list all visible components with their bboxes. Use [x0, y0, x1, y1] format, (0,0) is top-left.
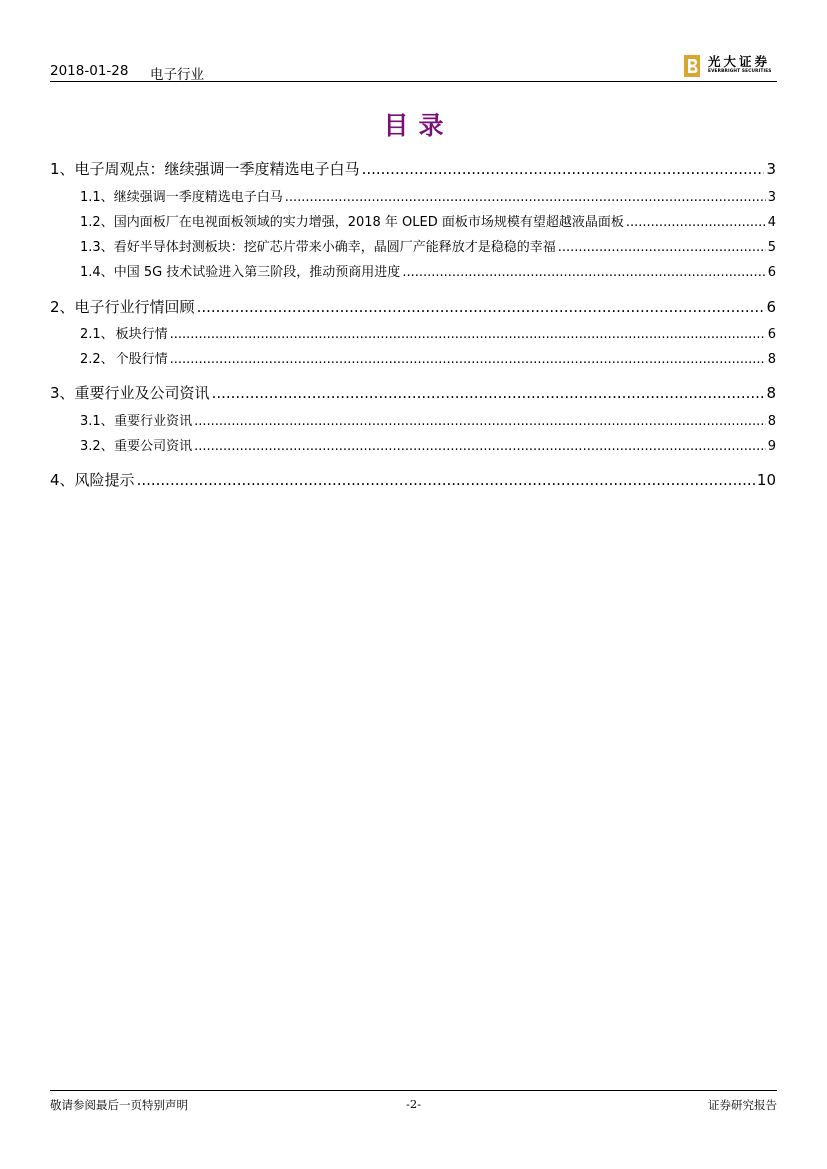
toc-entry-number: 2.1、	[80, 327, 114, 342]
toc-entry-number: 1.2、	[80, 215, 114, 230]
toc-entry-title: 重要公司资讯	[114, 439, 193, 454]
toc-entry-title: 重要行业资讯	[114, 414, 193, 429]
footer-disclaimer: 敬请参阅最后一页特别声明	[50, 1098, 188, 1112]
toc-leader-dots	[362, 160, 765, 178]
toc-entry-title: 继续强调一季度精选电子白马	[113, 190, 283, 205]
toc-entry-page: 6	[766, 298, 776, 316]
toc-entry-page: 8	[767, 352, 776, 367]
toc-entry[interactable]	[50, 323, 776, 341]
toc-entry-title: 重要行业及公司资讯	[74, 384, 210, 402]
toc-entry-number: 1.4、	[80, 265, 114, 280]
footer-page-number: -2-	[405, 1097, 422, 1111]
toc-entry-page: 10	[756, 471, 776, 489]
toc-entry-number: 2、	[50, 298, 75, 316]
toc-entry-title: 电子行业行情回顾	[74, 298, 195, 316]
toc-entry[interactable]	[50, 158, 776, 178]
toc-entry-page: 8	[767, 414, 776, 429]
toc-leader-dots	[197, 298, 765, 316]
logo-english-text: EVERBRIGHT SECURITIES	[708, 69, 772, 74]
report-sector: 电子行业	[150, 67, 204, 83]
toc-entry-number: 3.2、	[80, 439, 114, 454]
toc-leader-dots	[626, 215, 766, 230]
toc-entry-number: 2.2、	[80, 352, 114, 367]
header-divider	[50, 81, 777, 82]
toc-leader-dots	[285, 190, 766, 205]
toc-entry[interactable]	[50, 261, 776, 279]
toc-title: 目录	[383, 111, 454, 140]
toc-entry-page: 9	[767, 439, 776, 454]
toc-entry-title: 中国 5G 技术试验进入第三阶段，推动预商用进度	[113, 265, 401, 280]
toc-entry[interactable]	[50, 211, 776, 229]
toc-entry[interactable]	[50, 186, 776, 204]
toc-entry-title: 个股行情	[115, 352, 168, 367]
toc-leader-dots	[194, 439, 766, 454]
toc-entry-page: 8	[766, 384, 776, 402]
toc-entry-page: 4	[767, 215, 776, 230]
toc-entry-number: 3.1、	[80, 414, 114, 429]
logo-chinese-text: 光大证券	[708, 54, 771, 69]
toc-leader-dots	[170, 327, 766, 342]
toc-entry[interactable]	[50, 236, 776, 254]
toc-leader-dots	[402, 265, 765, 280]
toc-entry-title: 国内面板厂在电视面板领域的实力增强，2018 年 OLED 面板市场规模有望超越液晶面板	[113, 215, 624, 230]
footer-report-type: 证券研究报告	[708, 1098, 777, 1112]
toc-leader-dots	[170, 352, 766, 367]
toc-entry-page: 6	[767, 327, 776, 342]
everbright-logo-icon	[684, 55, 700, 77]
toc-entry-number: 1.3、	[80, 240, 114, 255]
toc-entry-title: 看好半导体封测板块：挖矿芯片带来小确幸，晶圆厂产能释放才是稳稳的幸福	[113, 240, 556, 255]
toc-entry-number: 3、	[50, 384, 75, 402]
toc-entry-number: 1.1、	[80, 190, 114, 205]
toc-entry-title: 电子周观点：继续强调一季度精选电子白马	[74, 160, 360, 178]
toc-entry[interactable]	[50, 382, 776, 402]
toc-entry[interactable]	[50, 410, 776, 428]
toc-entry-page: 3	[766, 160, 776, 178]
toc-entry-number: 1、	[50, 160, 75, 178]
toc-entry-title: 板块行情	[115, 327, 168, 342]
toc-entry-page: 5	[767, 240, 776, 255]
report-date: 2018-01-28	[50, 63, 129, 79]
toc-entry-page: 3	[767, 190, 776, 205]
toc-leader-dots	[194, 414, 766, 429]
toc-entry[interactable]	[50, 469, 776, 489]
toc-entry-number: 4、	[50, 471, 75, 489]
toc-leader-dots	[558, 240, 766, 255]
footer-divider	[50, 1090, 777, 1091]
toc-entry-page: 6	[767, 265, 776, 280]
toc-entry[interactable]	[50, 296, 776, 316]
toc-entry[interactable]	[50, 435, 776, 453]
toc-leader-dots	[137, 471, 755, 489]
company-logo	[684, 52, 779, 78]
toc-entry[interactable]	[50, 348, 776, 366]
toc-leader-dots	[212, 384, 765, 402]
toc-entry-title: 风险提示	[74, 471, 135, 489]
